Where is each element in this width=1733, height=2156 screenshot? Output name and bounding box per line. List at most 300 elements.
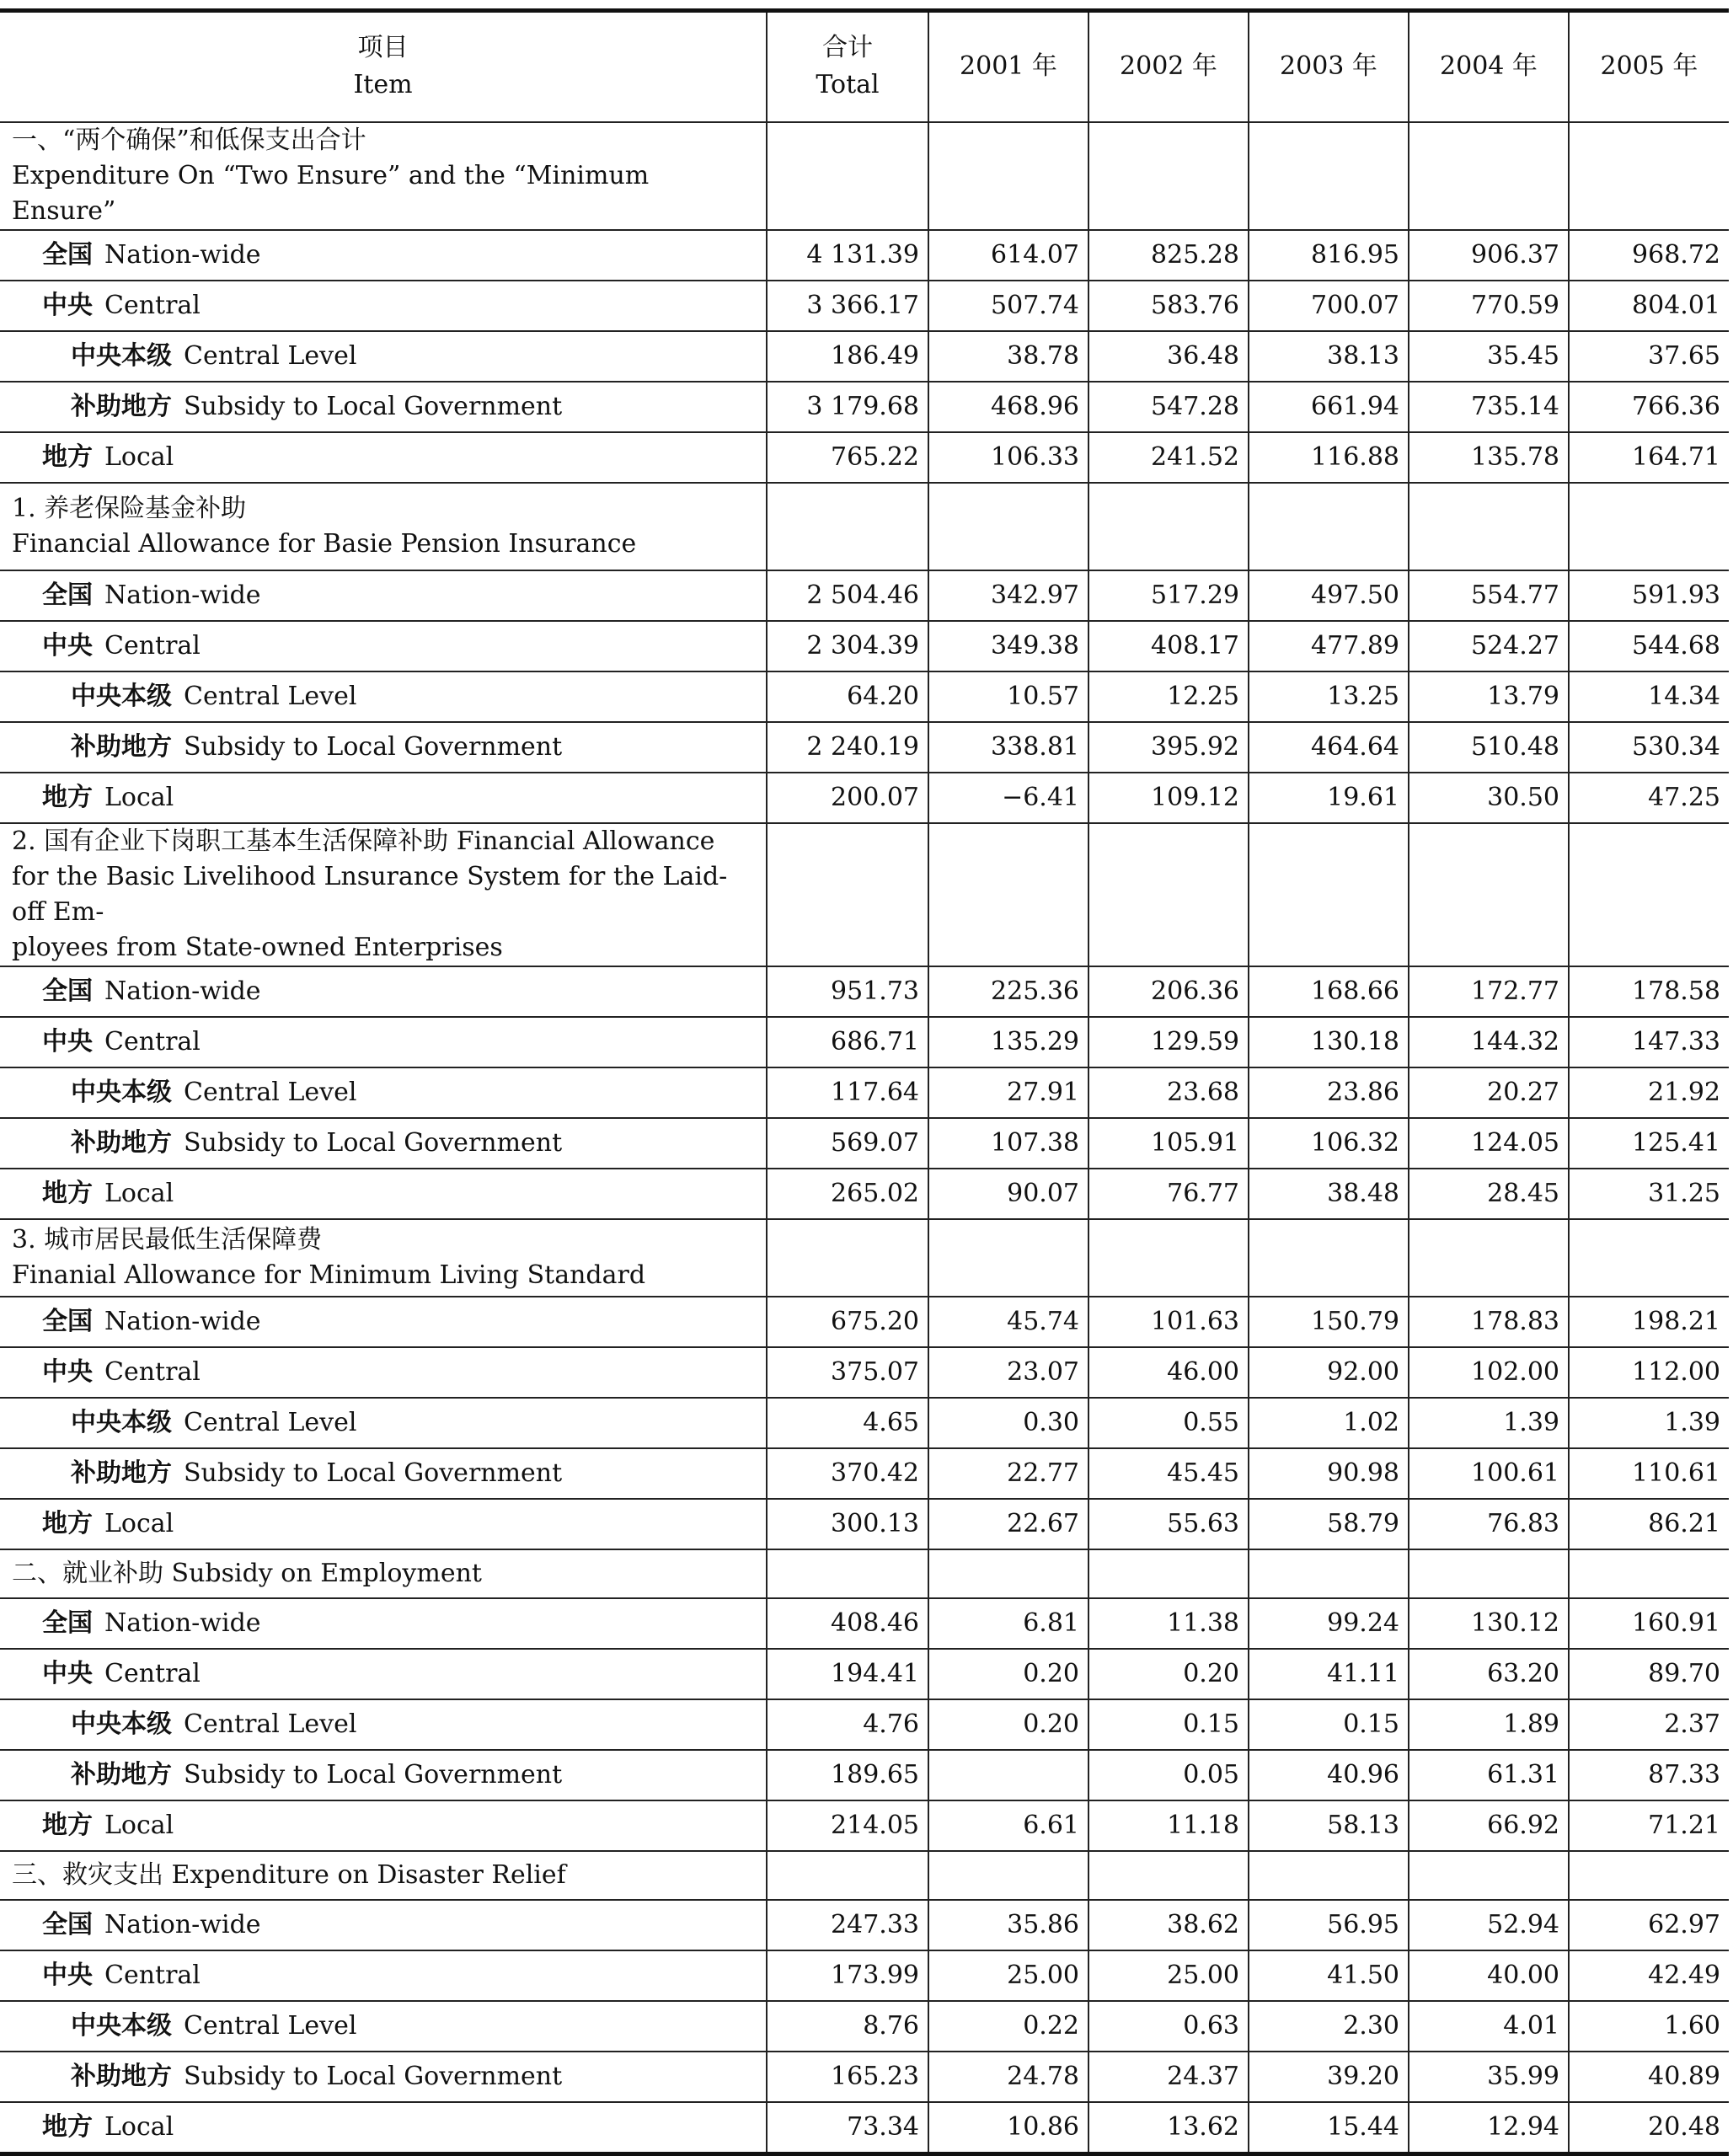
year-value-cell: 15.44 [1249, 2102, 1409, 2154]
year-value-cell: −6.41 [928, 773, 1088, 823]
total-cell: 64.20 [767, 671, 928, 722]
year-value-cell: 86.21 [1569, 1499, 1729, 1549]
year-value-cell: 816.95 [1249, 230, 1409, 281]
year-value-cell: 0.63 [1088, 2001, 1249, 2052]
year-value-cell: 58.79 [1249, 1499, 1409, 1549]
year-value-cell: 21.92 [1569, 1067, 1729, 1118]
year-value-cell: 20.48 [1569, 2102, 1729, 2154]
row-label-en: Nation-wide [104, 1608, 261, 1638]
table-row [0, 1169, 1729, 1219]
empty-cell [1088, 1851, 1249, 1900]
empty-cell [928, 1219, 1088, 1297]
total-cell: 2 240.19 [767, 722, 928, 773]
row-label [0, 2052, 767, 2102]
year-value-cell: 66.92 [1409, 1800, 1569, 1851]
empty-cell [928, 823, 1088, 966]
year-value-cell: 23.86 [1249, 1067, 1409, 1118]
year-value-cell: 106.32 [1249, 1118, 1409, 1169]
empty-cell [1088, 483, 1249, 570]
year-value-cell: 10.57 [928, 671, 1088, 722]
empty-cell [928, 122, 1088, 230]
header-year-2003: 2003 年 [1249, 11, 1409, 122]
total-cell: 200.07 [767, 773, 928, 823]
total-cell: 265.02 [767, 1169, 928, 1219]
table-row [0, 1900, 1729, 1950]
header-total [767, 11, 928, 122]
row-label [0, 1598, 767, 1649]
empty-cell [1409, 823, 1569, 966]
total-cell: 569.07 [767, 1118, 928, 1169]
year-value-cell: 109.12 [1088, 773, 1249, 823]
year-value-cell: 395.92 [1088, 722, 1249, 773]
header-item-en: Item [353, 70, 413, 100]
year-value-cell: 106.33 [928, 432, 1088, 483]
row-label-en: Subsidy to Local Government [184, 2061, 563, 2091]
year-value-cell: 100.61 [1409, 1448, 1569, 1499]
year-value-cell: 147.33 [1569, 1017, 1729, 1067]
row-label-en: Local [104, 441, 174, 472]
year-value-cell: 614.07 [928, 230, 1088, 281]
row-label-en: Local [104, 1178, 174, 1208]
year-value-cell: 206.36 [1088, 966, 1249, 1017]
year-value-cell: 22.77 [928, 1448, 1088, 1499]
year-value-cell: 25.00 [1088, 1950, 1249, 2001]
table-row [0, 382, 1729, 432]
row-label-en: Subsidy to Local Government [184, 1759, 563, 1790]
year-value-cell: 178.83 [1409, 1297, 1569, 1347]
section-title [0, 1219, 767, 1297]
year-value-cell: 116.88 [1249, 432, 1409, 483]
row-label-zh: 中央 [42, 1356, 93, 1387]
row-label-zh: 全国 [42, 239, 93, 270]
row-label-zh: 地方 [42, 782, 93, 812]
row-label-en: Nation-wide [104, 580, 261, 610]
section-row [0, 122, 1729, 230]
year-value-cell: 4.01 [1409, 2001, 1569, 2052]
row-label-en: Central Level [184, 1407, 357, 1437]
empty-cell [1569, 1219, 1729, 1297]
table-row [0, 2001, 1729, 2052]
year-value-cell: 547.28 [1088, 382, 1249, 432]
year-value-cell: 90.07 [928, 1169, 1088, 1219]
year-value-cell: 40.00 [1409, 1950, 1569, 2001]
year-value-cell: 36.48 [1088, 331, 1249, 382]
row-label-en: Subsidy to Local Government [184, 1458, 563, 1488]
table-row [0, 1750, 1729, 1800]
year-value-cell: 770.59 [1409, 281, 1569, 331]
row-label-en: Local [104, 1508, 174, 1538]
year-value-cell: 110.61 [1569, 1448, 1729, 1499]
year-value-cell: 30.50 [1409, 773, 1569, 823]
row-label-en: Central [104, 630, 201, 661]
year-value-cell: 338.81 [928, 722, 1088, 773]
year-value-cell: 25.00 [928, 1950, 1088, 2001]
year-value-cell: 524.27 [1409, 621, 1569, 671]
total-cell: 686.71 [767, 1017, 928, 1067]
row-label [0, 331, 767, 382]
table-row [0, 1118, 1729, 1169]
year-value-cell: 105.91 [1088, 1118, 1249, 1169]
row-label-zh: 中央本级 [71, 681, 172, 711]
year-value-cell: 40.89 [1569, 2052, 1729, 2102]
empty-cell [767, 1549, 928, 1598]
year-value-cell: 968.72 [1569, 230, 1729, 281]
year-value-cell: 99.24 [1249, 1598, 1409, 1649]
total-cell: 4.76 [767, 1699, 928, 1750]
year-value-cell: 38.62 [1088, 1900, 1249, 1950]
year-value-cell: 23.68 [1088, 1067, 1249, 1118]
row-label-en: Nation-wide [104, 976, 261, 1006]
year-value-cell: 150.79 [1249, 1297, 1409, 1347]
section-title [0, 122, 767, 230]
year-value-cell: 735.14 [1409, 382, 1569, 432]
section-title-en-cont: ployees from State-owned Enterprises [12, 932, 503, 962]
table-row [0, 1950, 1729, 2001]
year-value-cell: 13.25 [1249, 671, 1409, 722]
row-label-en: Local [104, 782, 174, 812]
row-label-en: Central [104, 1960, 201, 1990]
year-value-cell: 464.64 [1249, 722, 1409, 773]
year-value-cell: 52.94 [1409, 1900, 1569, 1950]
total-cell: 194.41 [767, 1649, 928, 1699]
header-item-zh: 项目 [357, 33, 409, 63]
year-value-cell: 39.20 [1249, 2052, 1409, 2102]
total-cell: 4 131.39 [767, 230, 928, 281]
section-title-en: Finanial Allowance for Minimum Living Standard [12, 1260, 646, 1290]
empty-cell [1249, 122, 1409, 230]
table-row [0, 1067, 1729, 1118]
year-value-cell: 45.45 [1088, 1448, 1249, 1499]
table-row [0, 621, 1729, 671]
header-row [0, 11, 1729, 122]
row-label-zh: 补助地方 [71, 1458, 172, 1488]
year-value-cell: 38.48 [1249, 1169, 1409, 1219]
year-value-cell: 1.39 [1409, 1398, 1569, 1448]
year-value-cell: 130.12 [1409, 1598, 1569, 1649]
row-label-en: Central Level [184, 2010, 357, 2041]
year-value-cell: 14.34 [1569, 671, 1729, 722]
section-row [0, 1219, 1729, 1297]
row-label-en: Nation-wide [104, 1909, 261, 1939]
year-value-cell: 61.31 [1409, 1750, 1569, 1800]
empty-cell [1409, 1219, 1569, 1297]
year-value-cell: 41.50 [1249, 1950, 1409, 2001]
year-value-cell: 544.68 [1569, 621, 1729, 671]
row-label-zh: 补助地方 [71, 731, 172, 762]
year-value-cell: 89.70 [1569, 1649, 1729, 1699]
year-value-cell: 71.21 [1569, 1800, 1729, 1851]
year-value-cell: 661.94 [1249, 382, 1409, 432]
empty-cell [928, 483, 1088, 570]
row-label [0, 773, 767, 823]
empty-cell [1088, 1219, 1249, 1297]
total-cell: 189.65 [767, 1750, 928, 1800]
year-value-cell: 1.02 [1249, 1398, 1409, 1448]
year-value-cell: 0.30 [928, 1398, 1088, 1448]
year-value-cell: 102.00 [1409, 1347, 1569, 1398]
year-value-cell: 825.28 [1088, 230, 1249, 281]
empty-cell [767, 1851, 928, 1900]
row-label-zh: 中央 [42, 630, 93, 661]
year-value-cell: 101.63 [1088, 1297, 1249, 1347]
empty-cell [1409, 1549, 1569, 1598]
year-value-cell: 1.89 [1409, 1699, 1569, 1750]
total-cell: 8.76 [767, 2001, 928, 2052]
table-row [0, 281, 1729, 331]
row-label-en: Nation-wide [104, 239, 261, 270]
row-label-en: Central [104, 290, 201, 320]
year-value-cell: 24.78 [928, 2052, 1088, 2102]
year-value-cell: 35.86 [928, 1900, 1088, 1950]
total-cell: 247.33 [767, 1900, 928, 1950]
row-label-en: Central [104, 1658, 201, 1688]
header-year-2005: 2005 年 [1569, 11, 1729, 122]
empty-cell [1409, 122, 1569, 230]
year-value-cell: 0.20 [1088, 1649, 1249, 1699]
row-label [0, 1448, 767, 1499]
total-cell: 2 304.39 [767, 621, 928, 671]
total-cell: 173.99 [767, 1950, 928, 2001]
year-value-cell: 31.25 [1569, 1169, 1729, 1219]
row-label [0, 722, 767, 773]
year-value-cell: 10.86 [928, 2102, 1088, 2154]
year-value-cell: 129.59 [1088, 1017, 1249, 1067]
total-cell: 4.65 [767, 1398, 928, 1448]
year-value-cell: 530.34 [1569, 722, 1729, 773]
row-label [0, 1169, 767, 1219]
total-cell: 117.64 [767, 1067, 928, 1118]
row-label-en: Central Level [184, 1077, 357, 1107]
empty-cell [1249, 1851, 1409, 1900]
table-row [0, 1499, 1729, 1549]
row-label-zh: 中央 [42, 1960, 93, 1990]
year-value-cell: 47.25 [1569, 773, 1729, 823]
year-value-cell: 0.20 [928, 1649, 1088, 1699]
section-title-zh: 二、就业补助 Subsidy on Employment [12, 1558, 482, 1588]
table-row [0, 966, 1729, 1017]
empty-cell [767, 483, 928, 570]
row-label-zh: 全国 [42, 1909, 93, 1939]
year-value-cell: 510.48 [1409, 722, 1569, 773]
row-label [0, 1900, 767, 1950]
year-value-cell: 76.77 [1088, 1169, 1249, 1219]
empty-cell [1249, 823, 1409, 966]
table-row [0, 1297, 1729, 1347]
year-value-cell: 517.29 [1088, 570, 1249, 621]
header-year-2001: 2001 年 [928, 11, 1088, 122]
empty-cell [1088, 1549, 1249, 1598]
empty-cell [1249, 1219, 1409, 1297]
total-cell: 408.46 [767, 1598, 928, 1649]
row-label [0, 1398, 767, 1448]
total-cell: 375.07 [767, 1347, 928, 1398]
year-value-cell: 700.07 [1249, 281, 1409, 331]
year-value-cell: 0.22 [928, 2001, 1088, 2052]
year-value-cell: 198.21 [1569, 1297, 1729, 1347]
row-label-en: Central [104, 1356, 201, 1387]
year-value-cell: 24.37 [1088, 2052, 1249, 2102]
year-value-cell: 164.71 [1569, 432, 1729, 483]
section-title [0, 823, 767, 966]
year-value-cell: 130.18 [1249, 1017, 1409, 1067]
year-value-cell: 2.37 [1569, 1699, 1729, 1750]
total-cell: 3 366.17 [767, 281, 928, 331]
table-row [0, 1598, 1729, 1649]
year-value-cell: 906.37 [1409, 230, 1569, 281]
empty-cell [1088, 122, 1249, 230]
empty-cell [767, 1219, 928, 1297]
section-title-zh: 2. 国有企业下岗职工基本生活保障补助 Financial Allowance [12, 826, 715, 856]
section-title [0, 483, 767, 570]
year-value-cell: 591.93 [1569, 570, 1729, 621]
row-label-zh: 全国 [42, 1608, 93, 1638]
row-label-zh: 补助地方 [71, 1127, 172, 1158]
empty-cell [928, 1549, 1088, 1598]
table-body [0, 122, 1729, 2154]
table-row [0, 773, 1729, 823]
year-value-cell: 107.38 [928, 1118, 1088, 1169]
section-title-zh: 一、“两个确保”和低保支出合计 [12, 125, 366, 155]
year-value-cell: 342.97 [928, 570, 1088, 621]
year-value-cell: 35.99 [1409, 2052, 1569, 2102]
row-label [0, 2102, 767, 2154]
year-value-cell: 477.89 [1249, 621, 1409, 671]
section-row [0, 483, 1729, 570]
section-title-zh: 1. 养老保险基金补助 [12, 493, 247, 523]
header-item [0, 11, 767, 122]
year-value-cell: 583.76 [1088, 281, 1249, 331]
empty-cell [767, 823, 928, 966]
row-label-zh: 全国 [42, 580, 93, 610]
year-value-cell: 41.11 [1249, 1649, 1409, 1699]
year-value-cell: 124.05 [1409, 1118, 1569, 1169]
year-value-cell: 35.45 [1409, 331, 1569, 382]
section-row [0, 1549, 1729, 1598]
row-label [0, 1649, 767, 1699]
year-value-cell: 468.96 [928, 382, 1088, 432]
total-cell: 73.34 [767, 2102, 928, 2154]
row-label-en: Nation-wide [104, 1306, 261, 1336]
total-cell: 951.73 [767, 966, 928, 1017]
row-label [0, 1067, 767, 1118]
row-label [0, 1750, 767, 1800]
row-label [0, 230, 767, 281]
row-label [0, 382, 767, 432]
total-cell: 675.20 [767, 1297, 928, 1347]
year-value-cell: 12.94 [1409, 2102, 1569, 2154]
row-label [0, 1950, 767, 2001]
total-cell: 300.13 [767, 1499, 928, 1549]
table-row [0, 1699, 1729, 1750]
table-row [0, 1649, 1729, 1699]
header-total-en: Total [816, 70, 880, 100]
year-value-cell: 38.13 [1249, 331, 1409, 382]
row-label-zh: 中央本级 [71, 1407, 172, 1437]
row-label-zh: 地方 [42, 1178, 93, 1208]
empty-cell [767, 122, 928, 230]
row-label-zh: 中央本级 [71, 2010, 172, 2041]
row-label [0, 966, 767, 1017]
section-title-zh: 三、救灾支出 Expenditure on Disaster Relief [12, 1859, 566, 1890]
year-value-cell: 11.38 [1088, 1598, 1249, 1649]
year-value-cell: 2.30 [1249, 2001, 1409, 2052]
year-value-cell: 63.20 [1409, 1649, 1569, 1699]
year-value-cell: 6.61 [928, 1800, 1088, 1851]
row-label [0, 1347, 767, 1398]
table-row [0, 1347, 1729, 1398]
year-value-cell: 0.15 [1249, 1699, 1409, 1750]
year-value-cell: 408.17 [1088, 621, 1249, 671]
year-value-cell: 87.33 [1569, 1750, 1729, 1800]
year-value-cell: 1.60 [1569, 2001, 1729, 2052]
year-value-cell: 45.74 [928, 1297, 1088, 1347]
expenditure-table [0, 8, 1729, 2156]
year-value-cell: 135.29 [928, 1017, 1088, 1067]
year-value-cell: 37.65 [1569, 331, 1729, 382]
table-row [0, 1017, 1729, 1067]
section-row [0, 1851, 1729, 1900]
row-label-en: Subsidy to Local Government [184, 1127, 563, 1158]
empty-cell [928, 1851, 1088, 1900]
total-cell: 3 179.68 [767, 382, 928, 432]
row-label [0, 1297, 767, 1347]
year-value-cell: 225.36 [928, 966, 1088, 1017]
row-label-en: Central Level [184, 340, 357, 371]
total-cell: 765.22 [767, 432, 928, 483]
year-value-cell: 12.25 [1088, 671, 1249, 722]
row-label-zh: 补助地方 [71, 1759, 172, 1790]
row-label-zh: 补助地方 [71, 391, 172, 421]
total-cell: 2 504.46 [767, 570, 928, 621]
header-total-zh: 合计 [822, 33, 873, 63]
year-value-cell: 19.61 [1249, 773, 1409, 823]
section-title-zh: 3. 城市居民最低生活保障费 [12, 1224, 323, 1255]
empty-cell [1569, 823, 1729, 966]
year-value-cell: 42.49 [1569, 1950, 1729, 2001]
row-label-zh: 地方 [42, 1508, 93, 1538]
header-year-2004: 2004 年 [1409, 11, 1569, 122]
section-title [0, 1851, 767, 1900]
year-value-cell: 1.39 [1569, 1398, 1729, 1448]
year-value-cell: 0.05 [1088, 1750, 1249, 1800]
row-label-en: Subsidy to Local Government [184, 391, 563, 421]
table-row [0, 1800, 1729, 1851]
year-value-cell: 11.18 [1088, 1800, 1249, 1851]
row-label [0, 1017, 767, 1067]
empty-cell [1249, 1549, 1409, 1598]
year-value-cell: 112.00 [1569, 1347, 1729, 1398]
row-label [0, 1699, 767, 1750]
section-title-en: Expenditure On “Two Ensure” and the “Minimum Ensure” [12, 160, 650, 226]
total-cell: 214.05 [767, 1800, 928, 1851]
year-value-cell: 0.15 [1088, 1699, 1249, 1750]
row-label-zh: 地方 [42, 1810, 93, 1840]
section-title-en: Financial Allowance for Basie Pension Insurance [12, 528, 637, 559]
year-value-cell: 507.74 [928, 281, 1088, 331]
year-value-cell: 56.95 [1249, 1900, 1409, 1950]
row-label [0, 570, 767, 621]
year-value-cell: 13.62 [1088, 2102, 1249, 2154]
row-label-zh: 中央 [42, 1658, 93, 1688]
total-cell: 186.49 [767, 331, 928, 382]
year-value-cell: 766.36 [1569, 382, 1729, 432]
year-value-cell: 46.00 [1088, 1347, 1249, 1398]
year-value-cell: 58.13 [1249, 1800, 1409, 1851]
year-value-cell [928, 1750, 1088, 1800]
row-label-en: Central Level [184, 1709, 357, 1739]
empty-cell [1569, 483, 1729, 570]
row-label [0, 281, 767, 331]
